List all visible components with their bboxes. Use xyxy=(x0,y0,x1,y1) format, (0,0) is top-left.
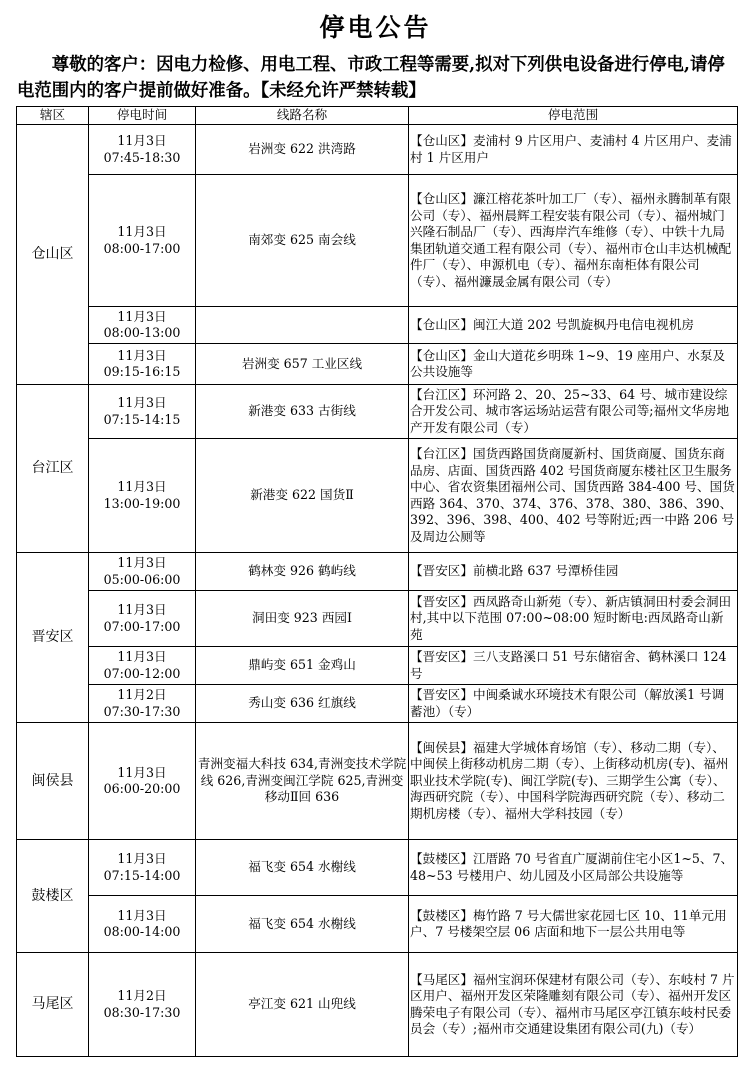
time-cell: 11月3日 07:00-12:00 xyxy=(89,647,196,685)
area-cell: 【晋安区】前横北路 637 号潭桥佳园 xyxy=(409,553,738,591)
table-row xyxy=(17,439,738,553)
table-row xyxy=(17,553,738,591)
time-cell: 11月2日 07:30-17:30 xyxy=(89,685,196,723)
line-cell: 岩洲变 622 洪湾路 xyxy=(196,125,409,175)
time-cell: 11月3日 05:00-06:00 xyxy=(89,553,196,591)
district-cell: 鼓楼区 xyxy=(17,840,89,953)
area-cell: 【鼓楼区】江厝路 70 号省直广厦湖前住宅小区1~5、7、48~53 号楼用户、幼儿园及小区局部公共设施等 xyxy=(409,840,738,896)
table-row xyxy=(17,591,738,647)
line-cell: 福飞变 654 水榭线 xyxy=(196,896,409,953)
table-row xyxy=(17,896,738,953)
header-area: 停电范围 xyxy=(409,107,738,125)
line-cell: 鼎屿变 651 金鸡山 xyxy=(196,647,409,685)
time-cell: 11月3日 08:00-13:00 xyxy=(89,307,196,344)
area-cell: 【马尾区】福州宝润环保建材有限公司（专）、东岐村 7 片区用户、福州开发区荣隆雕刻有限公司（专）、福州开发区腾荣电子有限公司（专）、福州市马尾区亭江镇东岐村民委员会（专）;福州市交通建设集团有限公司(九)（专） xyxy=(409,953,738,1057)
district-cell: 晋安区 xyxy=(17,553,89,723)
time-cell: 11月3日 07:00-17:00 xyxy=(89,591,196,647)
notice-intro: 尊敬的客户：因电力检修、用电工程、市政工程等需要,拟对下列供电设备进行停电,请停电范围内的客户提前做好准备。【未经允许严禁转载】 xyxy=(17,55,725,101)
time-cell: 11月3日 09:15-16:15 xyxy=(89,344,196,385)
time-cell: 11月2日 08:30-17:30 xyxy=(89,953,196,1057)
line-cell: 新港变 622 国货Ⅱ xyxy=(196,439,409,553)
line-cell: 岩洲变 657 工业区线 xyxy=(196,344,409,385)
district-cell: 闽侯县 xyxy=(17,723,89,840)
line-cell: 青洲变福大科技 634,青洲变技术学院线 626,青洲变闽江学院 625,青洲变移动Ⅱ回 636 xyxy=(196,723,409,840)
area-cell: 【仓山区】闽江大道 202 号凯旋枫丹电信电视机房 xyxy=(409,307,738,344)
line-cell: 洞田变 923 西园Ⅰ xyxy=(196,591,409,647)
district-cell: 仓山区 xyxy=(17,125,89,385)
table-row xyxy=(17,953,738,1057)
line-cell xyxy=(196,307,409,344)
line-cell: 新港变 633 古街线 xyxy=(196,385,409,439)
table-header-row xyxy=(17,107,738,125)
table-row xyxy=(17,685,738,723)
time-cell: 11月3日 07:15-14:15 xyxy=(89,385,196,439)
header-time: 停电时间 xyxy=(89,107,196,125)
line-cell: 福飞变 654 水榭线 xyxy=(196,840,409,896)
time-cell: 11月3日 08:00-17:00 xyxy=(89,175,196,307)
area-cell: 【鼓楼区】梅竹路 7 号大儒世家花园七区 10、11单元用户、7 号楼架空层 06 店面和地下一层公共用电等 xyxy=(409,896,738,953)
line-cell: 鹤林变 926 鹤屿线 xyxy=(196,553,409,591)
area-cell: 【晋安区】三八支路溪口 51 号东储宿舍、鹤林溪口 124 号 xyxy=(409,647,738,685)
table-row xyxy=(17,840,738,896)
page-title: 停电公告 xyxy=(319,13,432,42)
header-district: 辖区 xyxy=(17,107,89,125)
table-row xyxy=(17,647,738,685)
area-cell: 【晋安区】中闽桑诚水环境技术有限公司（解放溪1 号调蓄池）（专） xyxy=(409,685,738,723)
line-cell: 秀山变 636 红旗线 xyxy=(196,685,409,723)
area-cell: 【台江区】环河路 2、20、25~33、64 号、城市建设综合开发公司、城市客运场站运营有限公司等;福州文华房地产开发有限公司（专） xyxy=(409,385,738,439)
header-line: 线路名称 xyxy=(196,107,409,125)
table-row xyxy=(17,175,738,307)
line-cell: 南郊变 625 南会线 xyxy=(196,175,409,307)
time-cell: 11月3日 07:15-14:00 xyxy=(89,840,196,896)
area-cell: 【仓山区】濂江榕花茶叶加工厂（专）、福州永腾制革有限公司（专）、福州晨辉工程安装有限公司（专）、福州城门兴隆石制品厂（专）、西海岸汽车维修（专）、中铁十九局集团轨道交通工程有限公司（专）、福州市仓山丰达机械配件厂（专）、申源机电（专）、福州东南柜体有限公司（专）、福州濂晟金属有限公司（专） xyxy=(409,175,738,307)
time-cell: 11月3日 08:00-14:00 xyxy=(89,896,196,953)
area-cell: 【晋安区】西凤路奇山新苑（专）、新店镇洞田村委会洞田村,其中以下范围 07:00~08:00 短时断电:西凤路奇山新苑 xyxy=(409,591,738,647)
outage-table xyxy=(16,106,738,1057)
district-cell: 台江区 xyxy=(17,385,89,553)
time-cell: 11月3日 06:00-20:00 xyxy=(89,723,196,840)
table-row xyxy=(17,307,738,344)
time-cell: 11月3日 07:45-18:30 xyxy=(89,125,196,175)
table-row xyxy=(17,385,738,439)
table-row xyxy=(17,125,738,175)
area-cell: 【仓山区】金山大道花乡明珠 1~9、19 座用户、水泵及公共设施等 xyxy=(409,344,738,385)
area-cell: 【仓山区】麦浦村 9 片区用户、麦浦村 4 片区用户、麦浦村 1 片区用户 xyxy=(409,125,738,175)
table-row xyxy=(17,723,738,840)
line-cell: 亭江变 621 山兜线 xyxy=(196,953,409,1057)
table-row xyxy=(17,344,738,385)
area-cell: 【台江区】国货西路国货商厦新村、国货商厦、国货东商品房、店面、国货西路 402 号国货商厦东楼社区卫生服务中心、省农资集团福州公司、国货西路 384-400 号、国货西路 364、370、374、376、378、380、386、390、392、396、398、400、402 号等附近;西一中路 206 号及周边公厕等 xyxy=(409,439,738,553)
time-cell: 11月3日 13:00-19:00 xyxy=(89,439,196,553)
area-cell: 【闽侯县】福建大学城体育场馆（专）、移动二期（专）、中闽侯上街移动机房二期（专）、上街移动机房(专)、福州职业技术学院(专)、闽江学院(专)、三期学生公寓（专）、海西研究院（专）、中国科学院海西研究院（专）、移动二期机房楼（专）、福州大学科技园（专） xyxy=(409,723,738,840)
district-cell: 马尾区 xyxy=(17,953,89,1057)
